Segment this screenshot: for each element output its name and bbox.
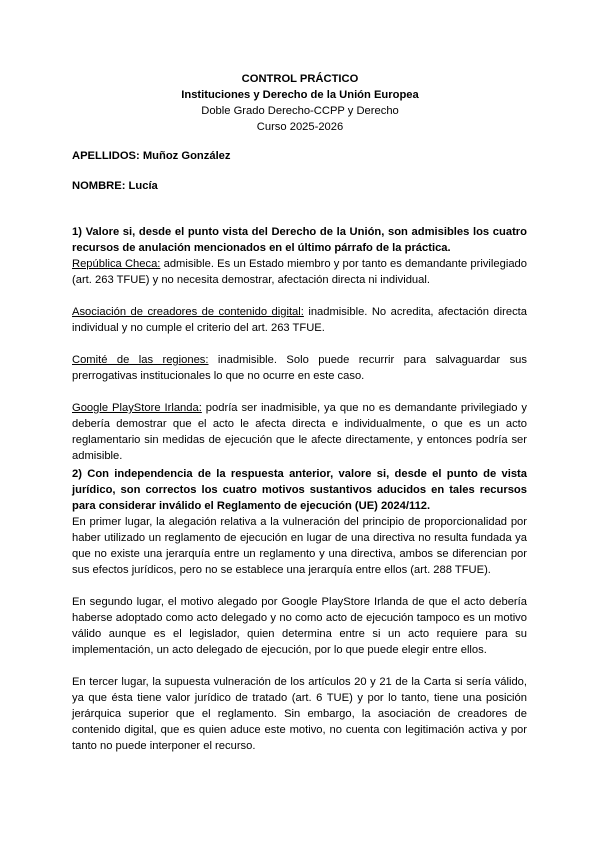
- question-1-text: 1) Valore si, desde el punto vista del Derecho de la Unión, son admisibles los cuatro recursos de anulación mencionados en el último párrafo de la práctica.: [72, 226, 527, 254]
- answer-item: [72, 352, 527, 384]
- answer-text: podría ser inadmisible, ya que no es demandante privilegiado y debería demostrar que el acto le afecta directa e individualmente, o que es un acto reglamentario sin medidas de ejecución que le afecte directamente, y entonces podría ser admisible.: [72, 402, 527, 462]
- answer-label: Asociación de creadores de contenido digital:: [72, 306, 304, 318]
- question-2-section: [72, 466, 527, 754]
- answer-item: [72, 400, 527, 464]
- degree-line: Doble Grado Derecho-CCPP y Derecho: [201, 105, 399, 117]
- answer-text: admisible. Es un Estado miembro y por tanto es demandante privilegiado (art. 263 TFUE) y no necesita demostrar, afectación directa ni individual.: [72, 258, 527, 286]
- answer-paragraph: En tercer lugar, la supuesta vulneración de los artículos 20 y 21 de la Carta si sería válido, ya que ésta tiene valor jurídico de tratado (art. 6 TUE) y por lo tanto, tiene una posición jerárquica superior que el reglamento. Sin embargo, la asociación de creadores de contenido digital, que es quien aduce este motivo, no cuenta con legitimación activa y por tanto no puede interponer el recurso.: [72, 676, 527, 752]
- answer-item: [72, 304, 527, 336]
- answer-label: República Checa:: [72, 258, 161, 270]
- answer-paragraph: En primer lugar, la alegación relativa a la vulneración del principio de proporcionalidad por haber utilizado un reglamento de ejecución en lugar de una directiva no resulta fundada ya que no existe una jerarquía entre un reglamento y una directiva, ambos se diferencian por sus efectos jurídicos, pero no se establece una jerarquía entre ellos (art. 288 TFUE).: [72, 516, 527, 576]
- question-2-text: 2) Con independencia de la respuesta anterior, valore si, desde el punto de vista jurídico, son correctos los cuatro motivos sustantivos aducidos en tales recursos para considerar inválido el Reglamento de ejecución (UE) 2024/112.: [72, 468, 527, 512]
- question-1-section: [72, 224, 527, 464]
- course-line: Curso 2025-2026: [256, 121, 344, 133]
- answer-paragraph: En segundo lugar, el motivo alegado por Google PlayStore Irlanda de que el acto debería haberse adoptado como acto delegado y no como acto de ejecución tampoco es un motivo válido aunque es el legislador, quien determina entre si un acto requiere para su implementación, un acto delegado de ejecución, por lo que puede elegir entre ellos.: [72, 596, 527, 656]
- document-header: [0, 71, 600, 135]
- answer-label: Google PlayStore Irlanda:: [72, 402, 202, 414]
- answer-text: inadmisible. No acredita, afectación directa individual y no cumple el criterio del art. 263 TFUE.: [72, 306, 528, 334]
- answer-item: [72, 256, 527, 288]
- answer-label: Comité de las regiones:: [72, 354, 209, 366]
- answer-text: inadmisible. Solo puede recurrir para salvaguardar sus prerrogativas institucionales lo que no ocurre en este caso.: [72, 354, 527, 382]
- document-subtitle: Instituciones y Derecho de la Unión Europea: [181, 89, 419, 101]
- apellidos-field: APELLIDOS: Muñoz González: [72, 150, 231, 162]
- nombre-field: NOMBRE: Lucía: [72, 180, 158, 192]
- document-title: CONTROL PRÁCTICO: [241, 73, 359, 85]
